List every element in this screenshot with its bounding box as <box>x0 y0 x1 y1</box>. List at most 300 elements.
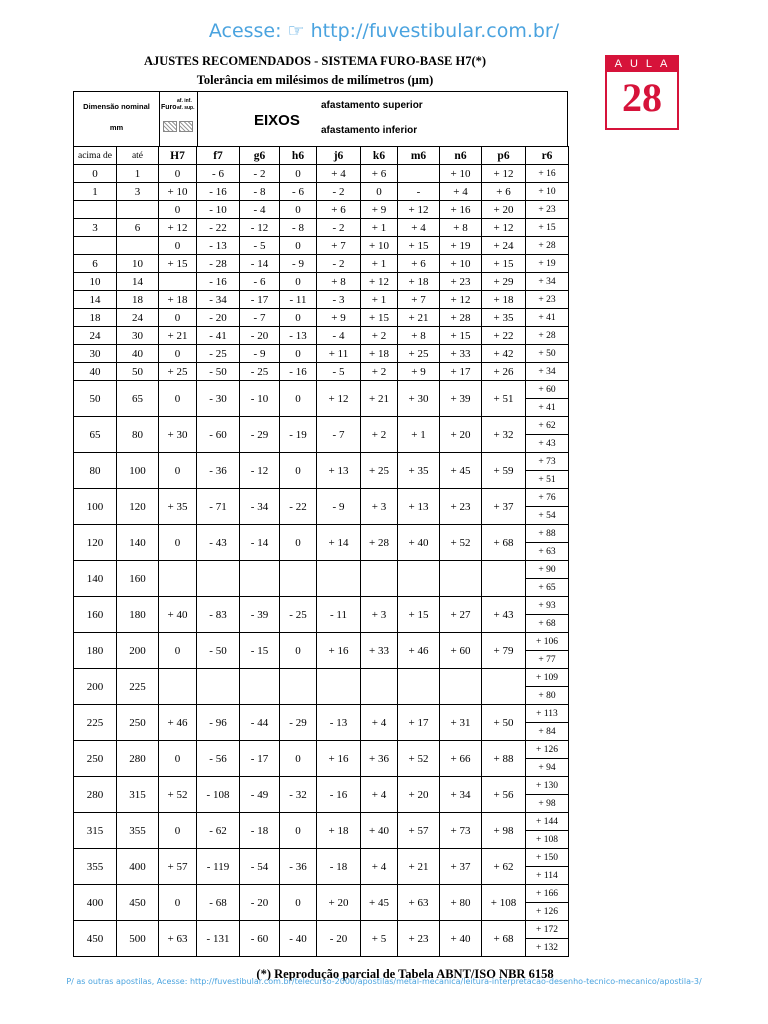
table-row <box>74 291 569 309</box>
table-cell: 140 <box>117 525 159 561</box>
table-row <box>74 813 569 831</box>
table-cell: + 17 <box>398 705 440 741</box>
table-cell: - 25 <box>240 363 280 381</box>
table-cell: - 43 <box>197 525 240 561</box>
table-cell: 200 <box>117 633 159 669</box>
table-cell: - 18 <box>240 813 280 849</box>
table-cell: + 6 <box>482 183 526 201</box>
table-cell <box>74 237 117 255</box>
table-cell: 0 <box>280 813 317 849</box>
table-cell: + 50 <box>526 345 569 363</box>
table-cell: + 41 <box>526 399 569 417</box>
column-header: p6 <box>482 147 526 165</box>
table-cell: - 40 <box>280 921 317 957</box>
table-cell: - 12 <box>240 453 280 489</box>
table-cell: + 27 <box>440 597 482 633</box>
table-cell <box>280 561 317 597</box>
table-cell: + 14 <box>317 525 361 561</box>
table-cell: - 50 <box>197 363 240 381</box>
table-cell: 24 <box>74 327 117 345</box>
table-cell: + 28 <box>361 525 398 561</box>
table-cell: - 2 <box>317 219 361 237</box>
table-cell: + 30 <box>159 417 197 453</box>
table-cell: - 54 <box>240 849 280 885</box>
table-cell: 250 <box>74 741 117 777</box>
table-cell: + 130 <box>526 777 569 795</box>
table-cell: - 25 <box>197 345 240 363</box>
table-cell: + 2 <box>361 363 398 381</box>
table-cell: + 25 <box>361 453 398 489</box>
table-cell: + 108 <box>482 885 526 921</box>
table-cell: - 18 <box>317 849 361 885</box>
table-row <box>74 921 569 939</box>
table-cell: + 15 <box>440 327 482 345</box>
table-cell: + 3 <box>361 489 398 525</box>
column-header: j6 <box>317 147 361 165</box>
table-cell: - 22 <box>197 219 240 237</box>
table-cell: + 6 <box>361 165 398 183</box>
table-cell: + 93 <box>526 597 569 615</box>
table-cell: - 50 <box>197 633 240 669</box>
table-cell: 40 <box>74 363 117 381</box>
table-cell: + 13 <box>398 489 440 525</box>
table-cell: + 13 <box>317 453 361 489</box>
table-cell: - 4 <box>317 327 361 345</box>
table-cell: + 166 <box>526 885 569 903</box>
table-cell: + 1 <box>361 255 398 273</box>
table-cell: 1 <box>117 165 159 183</box>
table-cell: + 18 <box>159 291 197 309</box>
table-row <box>74 417 569 435</box>
tolerance-table <box>73 146 569 957</box>
table-cell: - 11 <box>280 291 317 309</box>
table-cell: + 63 <box>159 921 197 957</box>
table-cell: - 14 <box>240 255 280 273</box>
table-row <box>74 669 569 687</box>
table-cell: + 45 <box>440 453 482 489</box>
footer-link[interactable]: P/ as outras apostilas, Acesse: http://fuvestibular.com.br/telecurso-2000/apostilas/metal-mecanica/leitura-interpretacao-desenho-tecnico-mecanico/apostila-3/ <box>66 977 702 986</box>
table-cell: + 12 <box>398 201 440 219</box>
table-cell: + 108 <box>526 831 569 849</box>
table-cell: + 59 <box>482 453 526 489</box>
table-cell: + 20 <box>482 201 526 219</box>
table-cell: - 8 <box>280 219 317 237</box>
table-cell: 50 <box>74 381 117 417</box>
table-cell: - 41 <box>197 327 240 345</box>
table-row <box>74 273 569 291</box>
table-cell: + 98 <box>482 813 526 849</box>
table-cell <box>159 669 197 705</box>
table-cell: + 43 <box>526 435 569 453</box>
table-cell <box>482 669 526 705</box>
table-cell: + 34 <box>526 273 569 291</box>
table-cell: - 2 <box>317 255 361 273</box>
table-cell: 50 <box>117 363 159 381</box>
table-row <box>74 165 569 183</box>
table-cell: + 6 <box>398 255 440 273</box>
table-cell: 0 <box>159 201 197 219</box>
table-cell: 18 <box>117 291 159 309</box>
table-cell: + 9 <box>317 309 361 327</box>
table-cell <box>159 561 197 597</box>
page-title: AJUSTES RECOMENDADOS - SISTEMA FURO-BASE H7(*) <box>143 54 487 68</box>
table-cell: - 29 <box>240 417 280 453</box>
table-cell: + 40 <box>361 813 398 849</box>
column-header: acima de <box>74 147 117 165</box>
table-cell: 0 <box>159 633 197 669</box>
table-cell: + 52 <box>440 525 482 561</box>
dimension-unit: mm <box>109 123 124 132</box>
table-cell: + 16 <box>440 201 482 219</box>
table-cell: 450 <box>74 921 117 957</box>
table-cell: + 5 <box>361 921 398 957</box>
table-cell: + 52 <box>159 777 197 813</box>
table-cell: + 24 <box>482 237 526 255</box>
table-cell: 0 <box>159 453 197 489</box>
table-cell: - 60 <box>197 417 240 453</box>
table-cell: - 62 <box>197 813 240 849</box>
table-cell: - 3 <box>317 291 361 309</box>
table-cell: - 10 <box>240 381 280 417</box>
table-cell: - 13 <box>280 327 317 345</box>
table-cell: - 4 <box>240 201 280 219</box>
table-cell: 250 <box>117 705 159 741</box>
table-cell: + 12 <box>159 219 197 237</box>
table-cell: - 96 <box>197 705 240 741</box>
table-cell: + 126 <box>526 903 569 921</box>
table-cell: + 73 <box>526 453 569 471</box>
table-cell: + 7 <box>317 237 361 255</box>
table-row <box>74 777 569 795</box>
table-cell: 1 <box>74 183 117 201</box>
column-header: g6 <box>240 147 280 165</box>
table-cell: - 13 <box>197 237 240 255</box>
table-row <box>74 489 569 507</box>
column-header-row <box>74 147 569 165</box>
table-cell: 0 <box>159 885 197 921</box>
table-cell: + 7 <box>398 291 440 309</box>
furo-sup-label: af. inf. <box>177 98 192 104</box>
table-cell: + 15 <box>361 309 398 327</box>
table-cell: + 8 <box>398 327 440 345</box>
table-cell: - 6 <box>197 165 240 183</box>
table-row <box>74 255 569 273</box>
table-cell: 225 <box>117 669 159 705</box>
table-cell: 450 <box>117 885 159 921</box>
table-cell: + 46 <box>159 705 197 741</box>
table-cell: 200 <box>74 669 117 705</box>
table-cell: - 10 <box>197 201 240 219</box>
table-row <box>74 453 569 471</box>
table-cell: - 17 <box>240 741 280 777</box>
column-header: até <box>117 147 159 165</box>
table-cell: + 106 <box>526 633 569 651</box>
table-cell: + 28 <box>526 237 569 255</box>
table-cell: - 32 <box>280 777 317 813</box>
table-cell: + 15 <box>398 237 440 255</box>
table-cell <box>240 561 280 597</box>
table-cell: + 10 <box>526 183 569 201</box>
table-cell: 0 <box>280 885 317 921</box>
table-cell: - 16 <box>280 363 317 381</box>
table-cell: - 17 <box>240 291 280 309</box>
table-cell: + 35 <box>482 309 526 327</box>
table-cell: - 15 <box>240 633 280 669</box>
table-cell: + 2 <box>361 327 398 345</box>
table-cell: 0 <box>159 309 197 327</box>
afastamento-superior-label: afastamento superior <box>321 100 423 111</box>
column-header: f7 <box>197 147 240 165</box>
table-cell: + 21 <box>159 327 197 345</box>
table-cell: + 16 <box>526 165 569 183</box>
table-cell: + 109 <box>526 669 569 687</box>
table-cell <box>117 201 159 219</box>
table-cell: + 80 <box>526 687 569 705</box>
table-cell: + 52 <box>398 741 440 777</box>
table-cell <box>361 669 398 705</box>
table-cell: 80 <box>117 417 159 453</box>
table-cell: + 1 <box>361 219 398 237</box>
table-cell: - 71 <box>197 489 240 525</box>
table-cell: 355 <box>74 849 117 885</box>
table-cell: + 4 <box>361 777 398 813</box>
table-cell: 0 <box>280 201 317 219</box>
table-cell: + 10 <box>440 255 482 273</box>
column-header: n6 <box>440 147 482 165</box>
table-cell: 0 <box>74 165 117 183</box>
table-cell: 0 <box>280 525 317 561</box>
table-cell: 180 <box>74 633 117 669</box>
table-cell: 280 <box>74 777 117 813</box>
table-cell <box>482 561 526 597</box>
table-cell: - 119 <box>197 849 240 885</box>
table-row <box>74 633 569 651</box>
afastamento-inferior-label: afastamento inferior <box>321 125 418 136</box>
table-cell: 0 <box>280 273 317 291</box>
table-cell: 0 <box>159 741 197 777</box>
dimension-label: Dimensão nominal <box>83 102 150 111</box>
table-row <box>74 219 569 237</box>
aula-badge <box>605 55 679 130</box>
table-cell: + 79 <box>482 633 526 669</box>
table-cell: - 6 <box>280 183 317 201</box>
table-cell: + 9 <box>361 201 398 219</box>
table-cell: + 22 <box>482 327 526 345</box>
table-cell: + 20 <box>317 885 361 921</box>
table-cell: - 34 <box>240 489 280 525</box>
dimension-header <box>74 92 160 147</box>
table-cell: 280 <box>117 741 159 777</box>
table-cell: + 51 <box>526 471 569 489</box>
table-cell: 315 <box>74 813 117 849</box>
table-cell: + 94 <box>526 759 569 777</box>
table-row <box>74 363 569 381</box>
footer-reference: (*) Reprodução parcial de Tabela ABNT/ISO NBR 6158 <box>256 967 554 981</box>
table-cell: + 40 <box>398 525 440 561</box>
table-cell: + 150 <box>526 849 569 867</box>
table-cell: + 40 <box>159 597 197 633</box>
table-cell <box>361 561 398 597</box>
table-cell: - 56 <box>197 741 240 777</box>
table-cell: + 68 <box>482 525 526 561</box>
column-header: m6 <box>398 147 440 165</box>
table-cell: 0 <box>159 345 197 363</box>
table-cell: 0 <box>280 381 317 417</box>
table-cell: - 108 <box>197 777 240 813</box>
table-cell: + 20 <box>440 417 482 453</box>
table-cell: + 33 <box>361 633 398 669</box>
table-cell <box>240 669 280 705</box>
table-cell: + 6 <box>317 201 361 219</box>
table-cell: + 18 <box>482 291 526 309</box>
table-cell: - 7 <box>317 417 361 453</box>
table-cell: + 65 <box>526 579 569 597</box>
table-cell: + 1 <box>398 417 440 453</box>
table-cell: + 42 <box>482 345 526 363</box>
table-cell: + 18 <box>398 273 440 291</box>
table-cell: - 9 <box>240 345 280 363</box>
table-cell: 0 <box>280 165 317 183</box>
table-cell: + 88 <box>482 741 526 777</box>
table-cell <box>317 561 361 597</box>
table-cell: + 76 <box>526 489 569 507</box>
aula-number: 28 <box>622 75 662 120</box>
table-cell: 0 <box>159 813 197 849</box>
furo-inf-label: af. sup. <box>177 105 195 111</box>
table-cell <box>398 561 440 597</box>
table-cell: + 113 <box>526 705 569 723</box>
table-cell: 0 <box>280 741 317 777</box>
table-cell: + 84 <box>526 723 569 741</box>
table-cell: + 21 <box>361 381 398 417</box>
table-cell: + 172 <box>526 921 569 939</box>
table-cell: + 16 <box>317 633 361 669</box>
table-cell: + 36 <box>361 741 398 777</box>
table-cell: 140 <box>74 561 117 597</box>
column-header: h6 <box>280 147 317 165</box>
table-cell: + 25 <box>398 345 440 363</box>
table-cell: - 36 <box>280 849 317 885</box>
table-row <box>74 885 569 903</box>
table-row <box>74 237 569 255</box>
table-cell: 0 <box>280 237 317 255</box>
table-cell <box>317 669 361 705</box>
table-cell: + 23 <box>398 921 440 957</box>
table-cell: - 11 <box>317 597 361 633</box>
table-cell: + 60 <box>440 633 482 669</box>
table-cell: + 90 <box>526 561 569 579</box>
table-cell: + 20 <box>398 777 440 813</box>
table-cell: 30 <box>74 345 117 363</box>
table-cell: - 49 <box>240 777 280 813</box>
table-cell: 120 <box>74 525 117 561</box>
table-cell: - 34 <box>197 291 240 309</box>
table-cell: + 8 <box>440 219 482 237</box>
table-cell: 400 <box>117 849 159 885</box>
table-cell: + 12 <box>317 381 361 417</box>
table-cell: 3 <box>74 219 117 237</box>
table-cell: + 66 <box>440 741 482 777</box>
table-cell: + 25 <box>159 363 197 381</box>
table-cell: - 68 <box>197 885 240 921</box>
table-cell: 0 <box>361 183 398 201</box>
table-cell: + 68 <box>482 921 526 957</box>
table-cell: + 39 <box>440 381 482 417</box>
table-cell: 0 <box>280 345 317 363</box>
table-row <box>74 525 569 543</box>
table-cell: + 18 <box>361 345 398 363</box>
table-cell: + 15 <box>526 219 569 237</box>
table-cell: + 19 <box>526 255 569 273</box>
table-cell: + 10 <box>159 183 197 201</box>
table-cell: 0 <box>280 309 317 327</box>
table-cell: + 40 <box>440 921 482 957</box>
table-cell: + 12 <box>482 165 526 183</box>
table-cell: + 31 <box>440 705 482 741</box>
table-cell: + 68 <box>526 615 569 633</box>
table-cell: - 5 <box>240 237 280 255</box>
table-cell: + 34 <box>440 777 482 813</box>
aula-label: AULA <box>607 57 677 72</box>
table-cell: - 20 <box>240 885 280 921</box>
table-cell <box>159 273 197 291</box>
table-cell: 0 <box>159 237 197 255</box>
table-row <box>74 345 569 363</box>
table-cell: - 14 <box>240 525 280 561</box>
table-cell: + 30 <box>398 381 440 417</box>
table-cell: + 4 <box>317 165 361 183</box>
table-cell: + 21 <box>398 309 440 327</box>
table-cell: 0 <box>159 381 197 417</box>
column-header: H7 <box>159 147 197 165</box>
table-cell: + 46 <box>398 633 440 669</box>
table-cell: + 10 <box>361 237 398 255</box>
table-cell: - 25 <box>280 597 317 633</box>
table-cell: - 7 <box>240 309 280 327</box>
table-cell: 315 <box>117 777 159 813</box>
table-cell: + 88 <box>526 525 569 543</box>
table-cell: + 57 <box>159 849 197 885</box>
table-cell <box>440 561 482 597</box>
table-cell: + 34 <box>526 363 569 381</box>
table-cell: + 4 <box>361 849 398 885</box>
table-cell: + 23 <box>440 273 482 291</box>
table-cell: - 16 <box>197 273 240 291</box>
table-cell: + 2 <box>361 417 398 453</box>
top-link[interactable]: Acesse: ☞ http://fuvestibular.com.br/ <box>208 20 560 42</box>
table-cell: - 6 <box>240 273 280 291</box>
table-cell: + 29 <box>482 273 526 291</box>
table-cell: + 60 <box>526 381 569 399</box>
table-row <box>74 597 569 615</box>
table-row <box>74 705 569 723</box>
table-cell: 225 <box>74 705 117 741</box>
table-cell: + 132 <box>526 939 569 957</box>
table-cell: 0 <box>280 633 317 669</box>
table-cell: + 8 <box>317 273 361 291</box>
table-cell: 160 <box>74 597 117 633</box>
table-cell: + 63 <box>398 885 440 921</box>
table-cell: - 13 <box>317 705 361 741</box>
table-cell: 0 <box>159 165 197 183</box>
table-cell <box>398 165 440 183</box>
table-cell <box>197 669 240 705</box>
table-cell: 355 <box>117 813 159 849</box>
table-cell: - <box>398 183 440 201</box>
table-cell: 65 <box>117 381 159 417</box>
table-cell: - 20 <box>317 921 361 957</box>
table-cell: + 126 <box>526 741 569 759</box>
